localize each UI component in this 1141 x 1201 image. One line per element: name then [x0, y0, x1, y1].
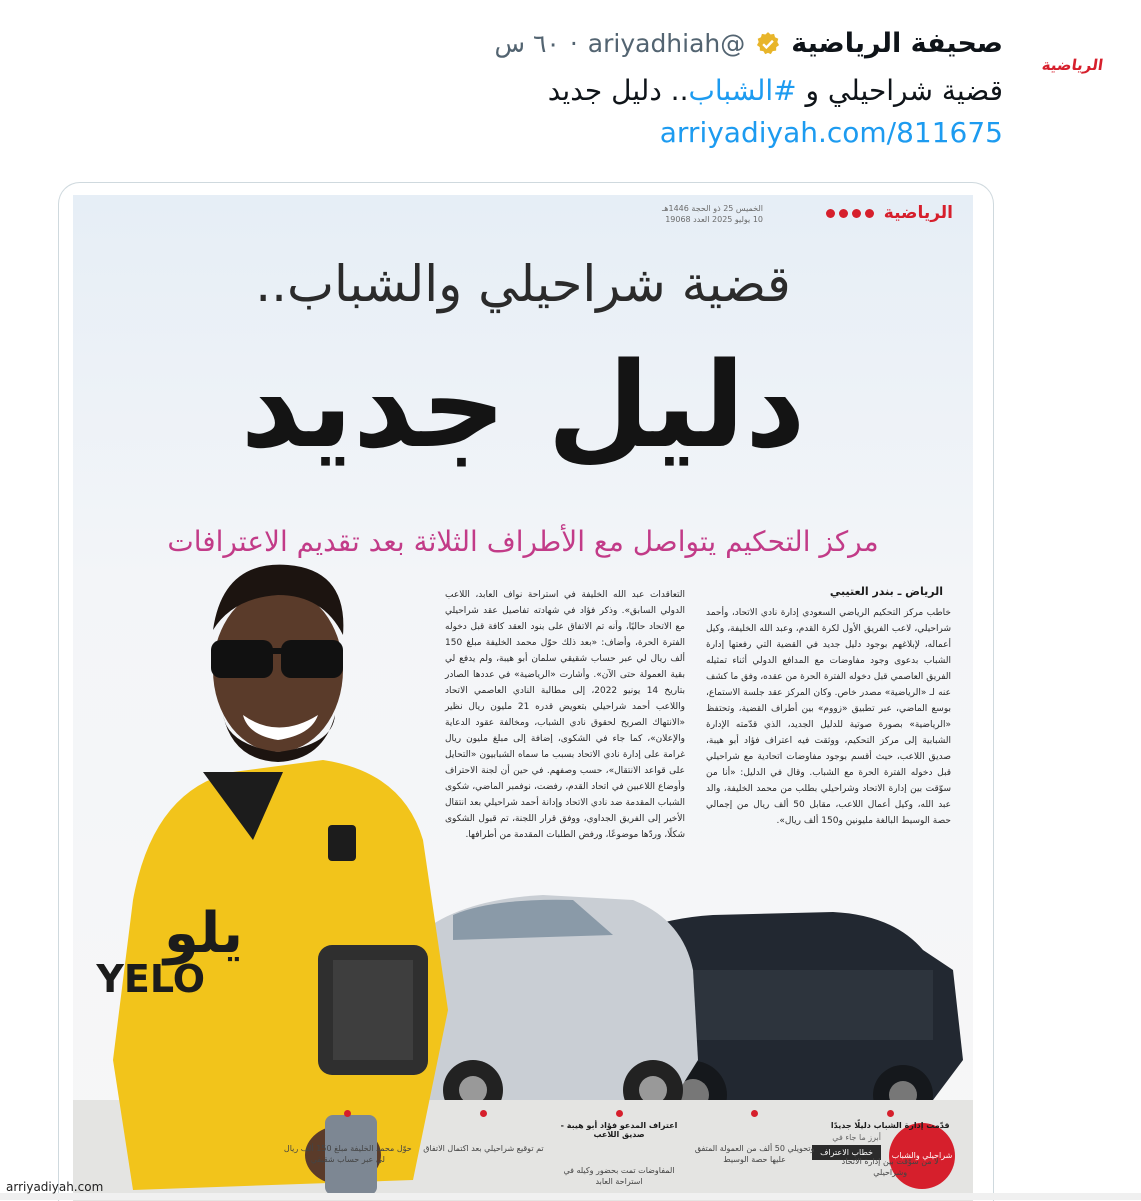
byline: الرياض ـ بندر العتيبي	[829, 585, 943, 598]
caption-text: تم توقيع شراحيلي بعد اكتمال الاتفاق	[423, 1144, 544, 1153]
handle[interactable]: @ariyadhiah	[587, 29, 746, 58]
footer-strip	[0, 1193, 1141, 1200]
dateline-2: 10 يوليو 2025 العدد 19068	[665, 215, 763, 224]
caption-title: اعتراف المدعو فؤاد أبو هيبة - صديق اللاعب	[560, 1121, 678, 1139]
caption-text: وتحويلي 50 ألف من العمولة المتفق عليها حصة الوسيط	[694, 1144, 815, 1164]
article-column-right: خاطب مركز التحكيم الرياضي السعودي إدارة نادي الاتحاد، وأحمد شراحيلي، لاعب الفريق الأول لكرة القدم، وعبد الله الخليفة، وكيل أعماله، لإبلاغهم بوجود دليل جديد في القضية التي رفعتها إدارة الشباب بدعوى وجود مفاوضات مع المدافع الدولي أثناء تمثيله الفريق العاصمي قبل دخوله الفترة الحرة من عقده، وفق ما كشف عنه لـ «الرياضية» مصدر خاص. وكان المركز عقد جلسة الاستماع، بوسع الماضي، عبر تطبيق «زووم» بين أطراف القضية، وتحتفظ «الرياضية» بصورة صوتية للدليل الجديد، الذي قدّمته الإدارة الشبابية إلى مركز التحكيم، ووثقت فيه اعتراف فؤاد أبو هيبة، صديق اللاعب، حيث أقسم بوجود مفاوضات اتحادية مع شراحيلي قبل دخوله الفترة الحرة مع الشباب. وقال في الدليل: «أنا من سوّقت بين إدارة الاتحاد وشراحيلي بطلب من محمد الخليفة، والد عبد الله، وكيل أعمال اللاعب، مقابل 50 ألف ريال من إجمالي حصة الوسيط البالغة مليونين و150 ألف ريال».	[706, 608, 952, 826]
caption-item	[283, 1110, 413, 1190]
caption-text: المفاوضات تمت بحضور وكيله في استراحة العابد	[563, 1166, 675, 1186]
article-column-left: التعاقدات عبد الله الخليفة في استراحة نواف العابد، اللاعب الدولي السابق». وذكر فؤاد في شهادته تفاصيل عقد شراحيلي مع الاتحاد حاليًا، وأنه تم الاتفاق على بنود العقد كافة قبل دخوله الفترة الحرة، وأضاف: «بعد ذلك حوّل محمد الخليفة مبلغ 150 ألف ريال لي عبر حساب شقيقي سلمان أبو هيبة، ولم يدفع لي بقية العمولة حتى الآن». وأشارت «الرياضية» في عددها الصادر بتاريخ 14 يونيو 2022، إلى مطالبة النادي العاصمي الاتحاد واللاعب أحمد شراحيلي بتعويض قدره 21 مليون ريال نظير «الانتهاك الصريح لحقوق نادي الشباب، ومخالفة عقود الدعاية والإعلان»، كما جاء في الشكوى، إضافة إلى مبلغ مليون ريال غرامة على إدارة نادي الاتحاد بسبب ما سماه الشبابيون «التحايل على قواعد الانتقال»، حسب وصفهم. في حين أن لجنة الاحتراف وأوضاع اللاعبين في اتحاد القدم، رفضت، نوفمبر الماضي، شكوى الشباب المقدمة ضد نادي الاتحاد وإدانة أحمد شراحيلي بعد انتقال الأخير إلى الفريق الجداوي، ووفق قرار اللجنة، تم قبول الشكوى شكلًا، وردّها موضوعًا، ورفض الطلبات المقدمة من أطرافها.	[445, 590, 686, 840]
highlights-captions	[283, 1110, 955, 1190]
dateline	[662, 203, 763, 225]
red-dot-icon	[616, 1110, 623, 1117]
media-card[interactable]	[58, 182, 994, 1201]
red-dot-icon	[887, 1110, 894, 1117]
caption-item	[554, 1110, 684, 1190]
kicker: قضية شراحيلي والشباب..	[255, 255, 791, 313]
tweet	[0, 0, 1141, 175]
newspaper-page	[73, 195, 973, 1201]
caption-text: حوّل محمد الخليفة مبلغ 150 ألف ريال لي عبر حساب شقيقي	[283, 1144, 412, 1164]
tweet-header	[495, 28, 1004, 59]
highlights-label: أبرز ما جاء في	[832, 1133, 881, 1142]
headline: دليل جديد	[240, 336, 806, 474]
red-dot-icon	[480, 1110, 487, 1117]
dots-icon	[826, 209, 874, 218]
tweet-text	[548, 74, 1003, 107]
masthead	[826, 203, 953, 223]
dateline-1: الخميس 25 ذو الحجة 1446هـ	[661, 204, 763, 213]
tweet-text-part: .. دليل جديد	[547, 74, 689, 107]
tweet-text-part: قضية شراحيلي و	[796, 74, 1003, 107]
paper-logo: الرياضية	[883, 203, 953, 223]
timestamp[interactable]: ٦٠ س	[494, 29, 560, 58]
subhead: مركز التحكيم يتواصل مع الأطراف الثلاثة بعد تقديم الاعترافات	[167, 525, 879, 558]
tweet-link[interactable]: arriyadiyah.com/811675	[659, 116, 1003, 149]
caption-item	[825, 1110, 955, 1190]
watermark: arriyadiyah.com	[6, 1180, 104, 1194]
red-dot-icon	[751, 1110, 758, 1117]
separator-dot: ·	[569, 29, 578, 58]
caption-item	[419, 1110, 549, 1190]
jersey-sponsor-ar: يلو	[164, 901, 243, 966]
avatar-logo-text: الرياضية	[1041, 56, 1105, 74]
display-name[interactable]: صحيفة الرياضية	[791, 28, 1003, 59]
caption-item	[690, 1110, 820, 1190]
jersey-sponsor-en: YELO	[96, 957, 205, 1001]
caption-title: قدّمت إدارة الشباب دليلًا جديدًا	[830, 1121, 950, 1130]
avatar[interactable]	[1031, 36, 1115, 94]
topic-badge: شراحيلي والشباب	[889, 1123, 955, 1189]
hashtag-link[interactable]: #الشباب	[688, 74, 797, 107]
caption-text: لا من سوّقت بين إدارة الاتحاد وشراحيلي	[841, 1157, 939, 1177]
highlights-tab: خطاب الاعتراف	[812, 1145, 881, 1160]
verified-badge-icon	[755, 31, 781, 57]
red-dot-icon	[344, 1110, 351, 1117]
